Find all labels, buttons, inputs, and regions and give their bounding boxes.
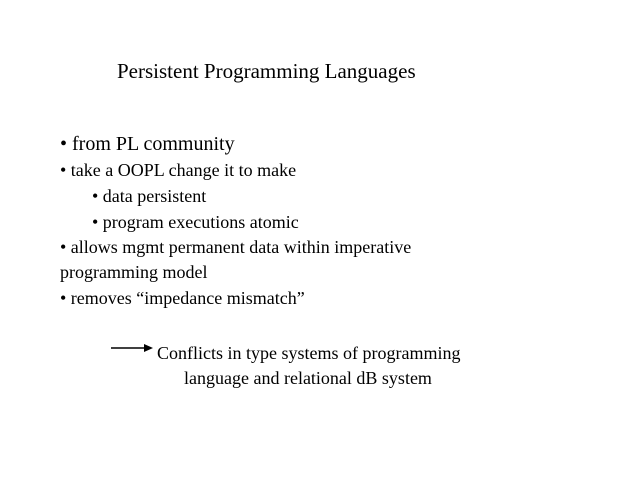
conclusion-line-1: Conflicts in type systems of programming xyxy=(157,343,461,363)
sub-bullet-program-executions: • program executions atomic xyxy=(92,212,299,232)
bullet-removes-mismatch: • removes “impedance mismatch” xyxy=(60,288,305,308)
bullet-allows-mgmt: • allows mgmt permanent data within imperative xyxy=(60,237,412,257)
right-arrow-icon xyxy=(111,342,153,354)
conclusion-line-2: language and relational dB system xyxy=(184,368,432,388)
bullet-take-oopl: • take a OOPL change it to make xyxy=(60,160,297,180)
sub-bullet-data-persistent: • data persistent xyxy=(92,186,207,206)
bullet-allows-mgmt-continued: programming model xyxy=(60,262,208,282)
slide-title: Persistent Programming Languages xyxy=(117,59,416,83)
bullet-from-pl-community: • from PL community xyxy=(60,133,235,155)
